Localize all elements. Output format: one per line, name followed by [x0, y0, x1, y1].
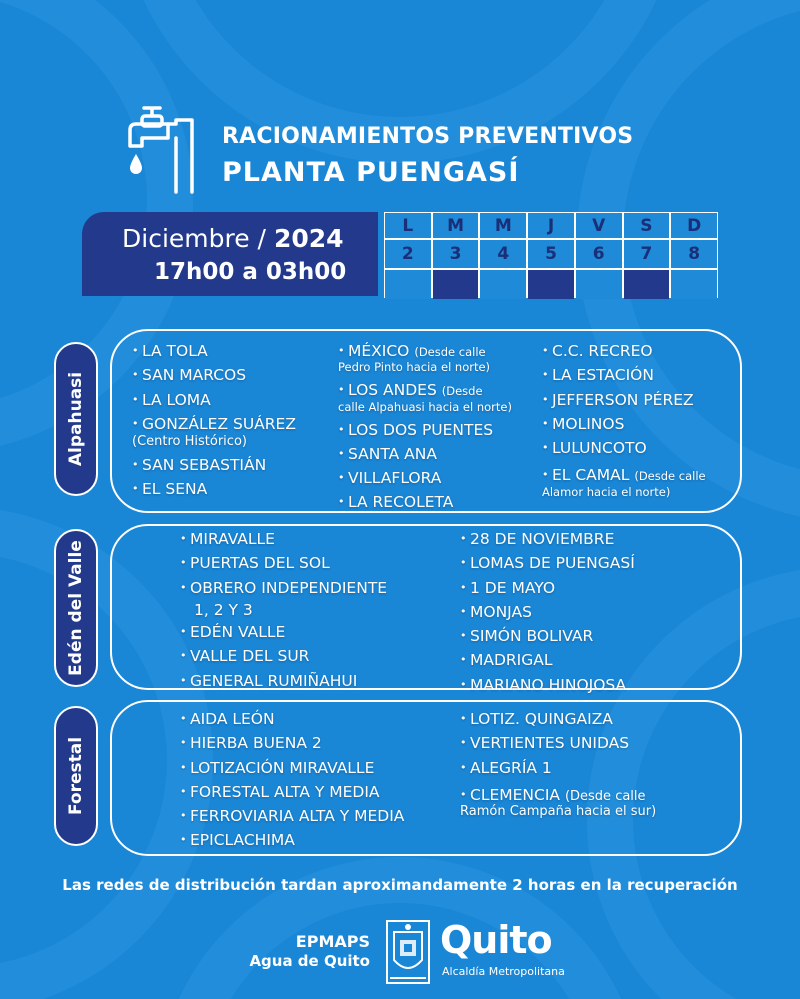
- list-item: • LA ESTACIÓN: [542, 364, 706, 388]
- list-item: • EL SENA: [132, 478, 296, 502]
- eden-column-2: [460, 528, 635, 698]
- calendar-date: 8: [671, 240, 717, 268]
- section-label: Forestal: [66, 736, 86, 816]
- calendar-grid: [385, 213, 717, 297]
- calendar-date: 5: [528, 240, 574, 268]
- list-item-note: (Desde calle: [414, 345, 486, 359]
- list-item: • MONJAS: [460, 601, 635, 625]
- list-item: • LULUNCOTO: [542, 437, 706, 461]
- calendar-day-header: J: [528, 213, 574, 238]
- list-item: • VALLE DEL SUR: [180, 645, 387, 669]
- epmaps-name: EPMAPS: [295, 932, 370, 951]
- calendar-day-header: V: [576, 213, 622, 238]
- calendar-marker: [671, 270, 717, 299]
- list-item: • HIERBA BUENA 2: [180, 732, 404, 756]
- list-item: • VILLAFLORA: [338, 467, 512, 491]
- list-item: • LOS DOS PUENTES: [338, 419, 512, 443]
- calendar-date: 3: [433, 240, 479, 268]
- list-item: • C.C. RECREO: [542, 340, 706, 364]
- list-item: • MARIANO HINOJOSA: [460, 674, 635, 698]
- list-item-note: (Centro Histórico): [132, 434, 247, 450]
- list-item: • VERTIENTES UNIDAS: [460, 732, 656, 756]
- calendar-day-header: L: [385, 213, 431, 238]
- section-tab-eden-del-valle: [54, 529, 98, 687]
- list-item: • LA TOLA: [132, 340, 296, 364]
- list-item: • LA LOMA: [132, 389, 296, 413]
- list-item-name: MÉXICO: [348, 342, 410, 360]
- section-tab-forestal: [54, 706, 98, 846]
- quito-logo: Quito: [440, 918, 552, 962]
- calendar-marker: [480, 270, 526, 299]
- plant-name: PLANTA PUENGASÍ: [222, 157, 520, 188]
- schedule-box: [82, 212, 378, 296]
- section-label: Edén del Valle: [66, 540, 87, 676]
- list-item: • SAN SEBASTIÁN: [132, 454, 296, 478]
- alpahuasi-column-3: [542, 340, 706, 504]
- list-item: • EDÉN VALLE: [180, 621, 387, 645]
- calendar-day-header: D: [671, 213, 717, 238]
- calendar-date: 2: [385, 240, 431, 268]
- list-item: • 28 DE NOVIEMBRE: [460, 528, 635, 552]
- eden-column-1: [180, 528, 387, 694]
- list-item: • JEFFERSON PÉREZ: [542, 389, 706, 413]
- calendar-marker: [576, 270, 622, 299]
- list-item: • AIDA LEÓN: [180, 708, 404, 732]
- faucet-icon: [128, 102, 212, 194]
- forestal-column-1: [180, 708, 404, 854]
- calendar-day-header: S: [624, 213, 670, 238]
- list-item-note: Pedro Pinto hacia el norte): [338, 360, 491, 375]
- list-item-name: EL CAMAL: [552, 466, 630, 485]
- list-item-note: calle Alpahuasi hacia el norte): [338, 399, 512, 414]
- calendar-date: 7: [624, 240, 670, 268]
- calendar-marker-active: [528, 270, 574, 299]
- calendar-date: 6: [576, 240, 622, 268]
- list-item: • ALEGRÍA 1: [460, 757, 656, 781]
- week-calendar: [384, 212, 718, 298]
- list-item-note: Ramón Campaña hacia el sur): [460, 804, 657, 820]
- list-item: • FERROVIARIA ALTA Y MEDIA: [180, 805, 404, 829]
- list-item-name: CLEMENCIA: [470, 785, 561, 804]
- schedule-date: [122, 224, 344, 253]
- page-title: RACIONAMIENTOS PREVENTIVOS: [222, 124, 634, 149]
- epmaps-subtitle: Agua de Quito: [249, 952, 370, 970]
- calendar-marker-active: [433, 270, 479, 299]
- calendar-marker: [385, 270, 431, 299]
- quito-subtitle: Alcaldía Metropolitana: [442, 965, 565, 978]
- list-item-name: LOS ANDES: [348, 381, 437, 400]
- section-tab-alpahuasi: [54, 342, 98, 496]
- list-item: • MIRAVALLE: [180, 528, 387, 552]
- calendar-marker-active: [624, 270, 670, 299]
- list-item-note: (Desde calle: [564, 788, 646, 804]
- section-label: Alpahuasi: [66, 371, 86, 467]
- list-item: • FORESTAL ALTA Y MEDIA: [180, 781, 404, 805]
- list-item-continuation: 1, 2 Y 3: [194, 600, 253, 619]
- list-item-note: Alamor hacia el norte): [542, 484, 671, 499]
- list-item-note: (Desde: [441, 384, 483, 399]
- alpahuasi-column-2: [338, 340, 512, 516]
- calendar-day-header: M: [433, 213, 479, 238]
- city-seal-icon: [386, 920, 430, 984]
- list-item: • MADRIGAL: [460, 649, 635, 673]
- list-item: • SAN MARCOS: [132, 364, 296, 388]
- list-item: • EPICLACHIMA: [180, 829, 404, 853]
- list-item: • SIMÓN BOLIVAR: [460, 625, 635, 649]
- calendar-date: 4: [480, 240, 526, 268]
- list-item: • LOTIZ. QUINGAIZA: [460, 708, 656, 732]
- list-item: • 1 DE MAYO: [460, 577, 635, 601]
- list-item: • GENERAL RUMIÑAHUI: [180, 670, 387, 694]
- alpahuasi-column-1: [132, 340, 296, 503]
- list-item: • SANTA ANA: [338, 443, 512, 467]
- recovery-note: Las redes de distribución tardan aproximandamente 2 horas en la recuperación: [62, 876, 738, 894]
- list-item-note: (Desde calle: [634, 469, 706, 484]
- list-item: • LA RECOLETA: [338, 491, 512, 515]
- forestal-column-2: [460, 708, 656, 824]
- calendar-day-header: M: [480, 213, 526, 238]
- schedule-hours: 17h00 a 03h00: [154, 259, 347, 285]
- list-item: • MOLINOS: [542, 413, 706, 437]
- list-item: • LOMAS DE PUENGASÍ: [460, 552, 635, 576]
- list-item: • OBRERO INDEPENDIENTE: [180, 577, 387, 601]
- list-item: • GONZÁLEZ SUÁREZ: [132, 413, 296, 437]
- list-item: • PUERTAS DEL SOL: [180, 552, 387, 576]
- list-item: • LOTIZACIÓN MIRAVALLE: [180, 757, 404, 781]
- schedule-year: 2024: [273, 224, 344, 253]
- schedule-month: Diciembre /: [122, 224, 266, 253]
